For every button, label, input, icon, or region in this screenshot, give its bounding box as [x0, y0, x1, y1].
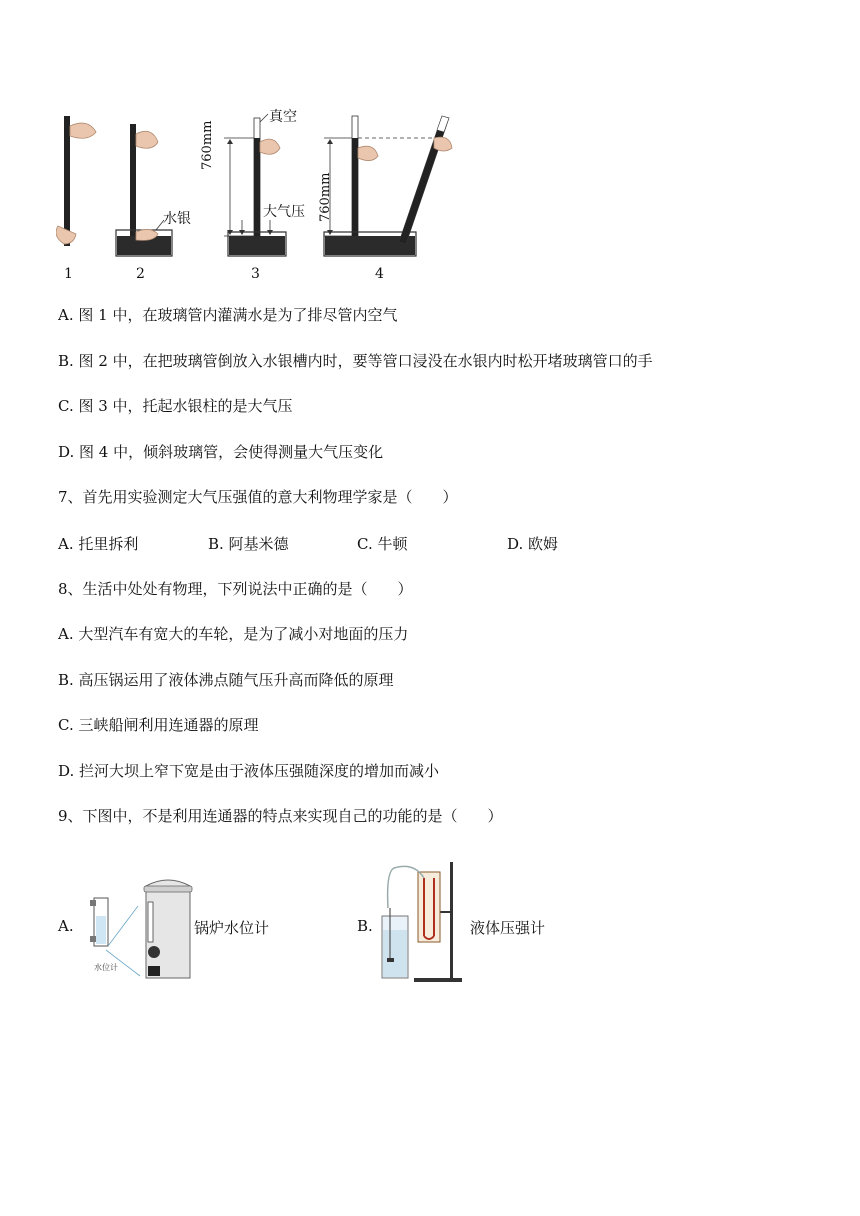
q7-option-b: B. 阿基米德 [208, 535, 289, 553]
q9-option-b-caption: 液体压强计 [470, 919, 546, 937]
q6-option-b: B. 图 2 中，在把玻璃管倒放入水银槽内时，要等管口浸没在水银内时松开堵玻璃管口的手 [58, 352, 653, 370]
q9-option-a-letter: A. [58, 917, 74, 935]
figure-2-number: 2 [136, 266, 145, 282]
figure-4-tilted-tubes [324, 116, 452, 256]
torricelli-experiment-figure [56, 108, 486, 288]
atmospheric-pressure-label: 大气压 [263, 204, 305, 220]
q9-option-b-letter: B. [357, 917, 373, 935]
q7-stem: 7、首先用实验测定大气压强值的意大利物理学家是（ ） [58, 488, 458, 506]
q6-option-a: A. 图 1 中，在玻璃管内灌满水是为了排尽管内空气 [58, 306, 398, 324]
q8-option-b: B. 高压锅运用了液体沸点随气压升高而降低的原理 [58, 671, 394, 689]
q7-option-d: D. 欧姆 [507, 535, 559, 553]
q8-stem: 8、生活中处处有物理，下列说法中正确的是（ ） [58, 580, 413, 598]
figure-1-number: 1 [64, 266, 73, 282]
figure-2-tube-trough [116, 124, 172, 256]
height-760mm-label-fig3: 760mm [200, 120, 215, 170]
figure-1-tube [56, 116, 96, 246]
liquid-pressure-gauge-image [376, 858, 468, 986]
vacuum-label: 真空 [269, 109, 297, 125]
q6-option-d: D. 图 4 中，倾斜玻璃管，会使得测量大气压变化 [58, 443, 384, 461]
mercury-label: 水银 [163, 211, 191, 227]
q9-option-a-caption: 锅炉水位计 [194, 919, 270, 937]
q6-option-c: C. 图 3 中，托起水银柱的是大气压 [58, 397, 293, 415]
q8-option-d: D. 拦河大坝上窄下宽是由于液体压强随深度的增加而减小 [58, 762, 440, 780]
water-gauge-small-label: 水位计 [94, 963, 118, 972]
figure-3-number: 3 [251, 266, 260, 282]
q7-option-a: A. 托里拆利 [58, 535, 139, 553]
q9-stem: 9、下图中，不是利用连通器的特点来实现自己的功能的是（ ） [58, 807, 503, 825]
figure-3-barometer [224, 114, 286, 256]
figure-4-number: 4 [375, 266, 384, 282]
q8-option-c: C. 三峡船闸利用连通器的原理 [58, 716, 259, 734]
q8-option-a: A. 大型汽车有宽大的车轮，是为了减小对地面的压力 [58, 625, 409, 643]
q7-option-c: C. 牛顿 [357, 535, 408, 553]
height-760mm-label-fig4: 760mm [318, 172, 333, 222]
